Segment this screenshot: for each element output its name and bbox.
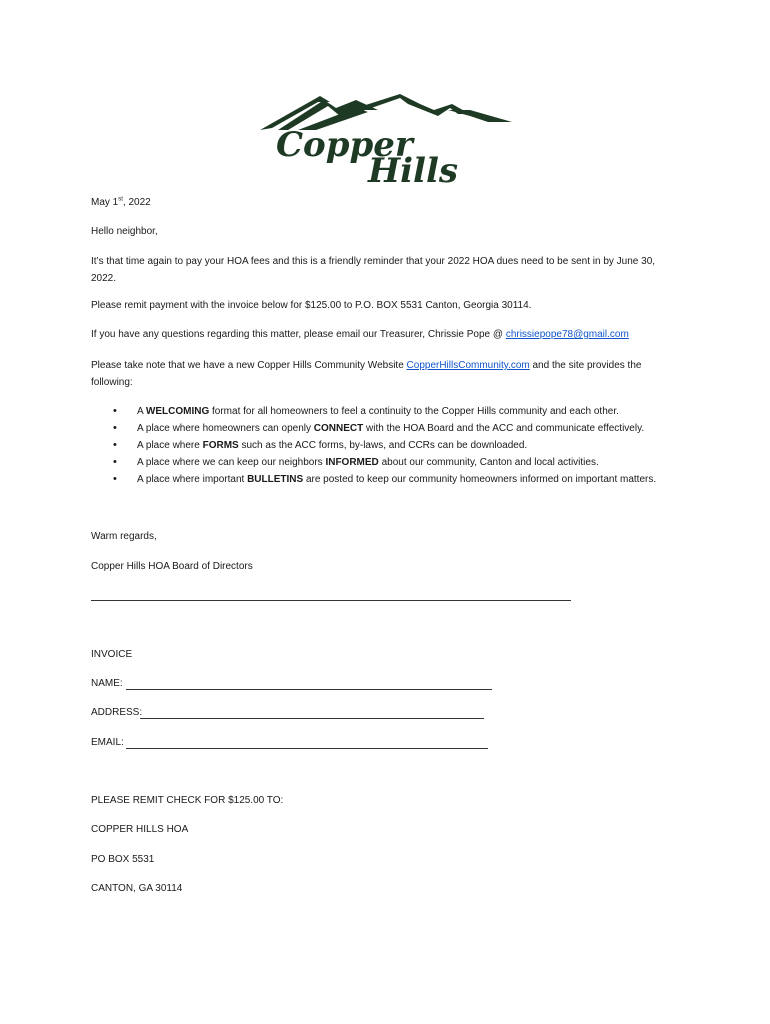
email-field[interactable] xyxy=(126,748,488,749)
address-label: ADDRESS: xyxy=(91,707,143,718)
address-field[interactable] xyxy=(140,718,484,719)
list-item: • A place where homeowners can openly CONNECT with the HOA Board and the ACC and communicate effectively. xyxy=(113,420,656,437)
logo-word-copper: Copper xyxy=(276,125,413,165)
closing: Warm regards, xyxy=(91,531,157,542)
invoice-title: INVOICE xyxy=(91,649,133,660)
name-field[interactable] xyxy=(126,689,492,690)
paragraph-website: Please take note that we have a new Copper Hills Community Website CopperHillsCommunity.com and the site provides the following: xyxy=(91,360,642,388)
list-item: • A place where we can keep our neighbors INFORMED about our community, Canton and local activities. xyxy=(113,454,656,471)
logo-word-hills: Hills xyxy=(368,151,459,186)
greeting: Hello neighbor, xyxy=(91,226,158,237)
letter-date: May 1st, 2022 xyxy=(91,196,151,208)
payee-po-box: PO BOX 5531 xyxy=(91,854,155,865)
list-item: • A place where FORMS such as the ACC forms, by-laws, and CCRs can be downloaded. xyxy=(113,437,656,454)
email-label: EMAIL: xyxy=(91,737,124,748)
website-features-list xyxy=(113,403,656,488)
name-label: NAME: xyxy=(91,678,123,689)
paragraph-remit: Please remit payment with the invoice below for $125.00 to P.O. BOX 5531 Canton, Georgia 30114. xyxy=(91,300,532,311)
payee-name: COPPER HILLS HOA xyxy=(91,824,189,835)
copper-hills-logo xyxy=(258,90,514,186)
paragraph-reminder: It’s that time again to pay your HOA fees and this is a friendly reminder that your 2022 HOA dues need to be sent in by June 30, 2022. xyxy=(91,256,656,284)
payee-city: CANTON, GA 30114 xyxy=(91,883,183,894)
community-website-link[interactable]: CopperHillsCommunity.com xyxy=(406,360,530,371)
treasurer-email-link[interactable]: chrissiepope78@gmail.com xyxy=(505,329,629,340)
list-item: • A place where important BULLETINS are posted to keep our community homeowners informed on important matters. xyxy=(113,471,656,488)
signature: Copper Hills HOA Board of Directors xyxy=(91,561,253,572)
paragraph-questions: If you have any questions regarding this matter, please email our Treasurer, Chrissie Pope @ chrissiepope78@gmail.com xyxy=(91,329,629,340)
remit-instruction: PLEASE REMIT CHECK FOR $125.00 TO: xyxy=(91,795,284,806)
list-item: • A WELCOMING format for all homeowners to feel a continuity to the Copper Hills community and each other. xyxy=(113,403,656,420)
divider-line xyxy=(91,600,571,601)
